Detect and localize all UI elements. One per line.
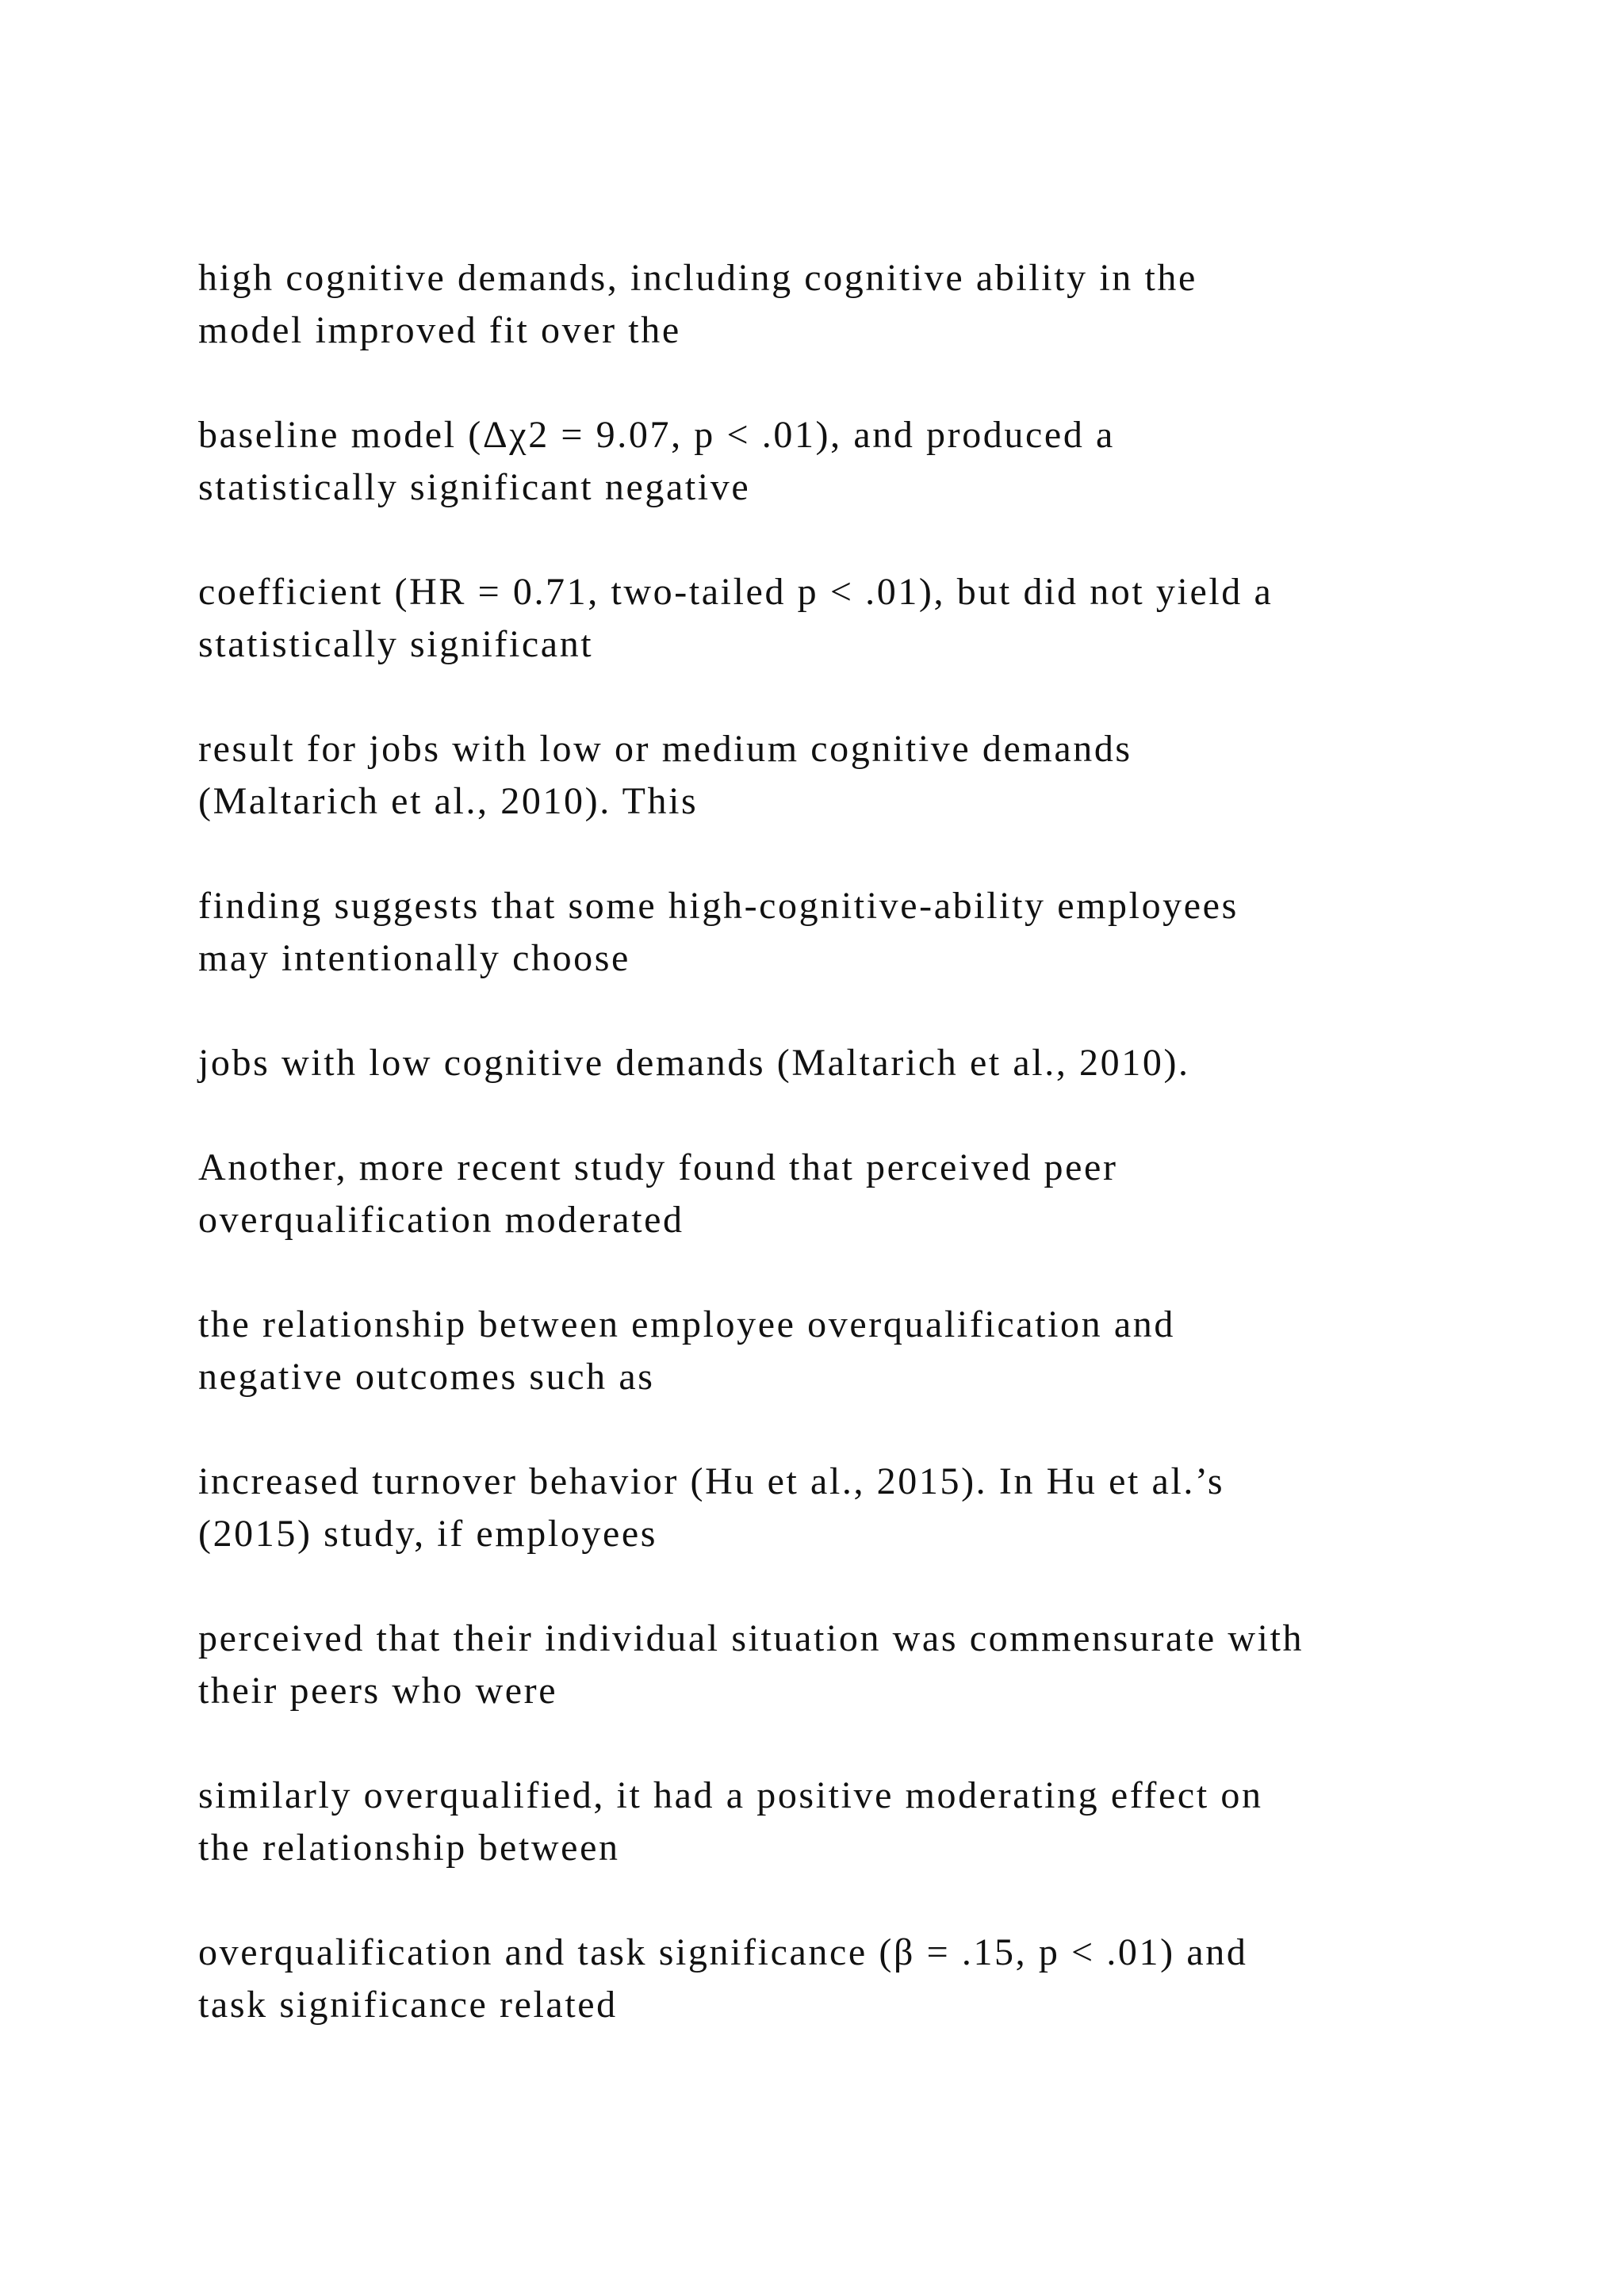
paragraph <box>198 1299 1499 1403</box>
text-line: jobs with low cognitive demands (Maltarich et al., 2010). <box>198 1042 1190 1084</box>
paragraph <box>198 409 1499 514</box>
text-line: their peers who were <box>198 1670 558 1712</box>
text-line: task significance related <box>198 1984 618 2026</box>
text-line: statistically significant negative <box>198 466 751 508</box>
text-line: result for jobs with low or medium cognitive demands <box>198 728 1132 770</box>
text-line: may intentionally choose <box>198 937 630 979</box>
paragraph <box>198 252 1499 357</box>
paragraph <box>198 566 1499 671</box>
body-text <box>198 252 1499 2084</box>
text-line: overqualification and task significance (β = .15, p < .01) and <box>198 1931 1248 1973</box>
paragraph <box>198 1456 1499 1560</box>
text-line: the relationship between <box>198 1827 620 1869</box>
text-line: coefficient (HR = 0.71, two-tailed p < .01), but did not yield a <box>198 571 1274 613</box>
text-line: baseline model (Δχ2 = 9.07, p < .01), and produced a <box>198 414 1115 456</box>
text-line: overqualification moderated <box>198 1199 684 1241</box>
text-line: similarly overqualified, it had a positive moderating effect on <box>198 1774 1263 1816</box>
text-line: increased turnover behavior (Hu et al., 2015). In Hu et al.’s <box>198 1460 1225 1502</box>
paragraph <box>198 1613 1499 1717</box>
paragraph <box>198 1142 1499 1246</box>
paragraph <box>198 1770 1499 1874</box>
paragraph <box>198 1037 1499 1089</box>
text-line: negative outcomes such as <box>198 1356 655 1398</box>
text-line: perceived that their individual situation was commensurate with <box>198 1617 1304 1659</box>
text-line: Another, more recent study found that perceived peer <box>198 1146 1118 1188</box>
text-line: high cognitive demands, including cognitive ability in the <box>198 257 1197 299</box>
text-line: the relationship between employee overqualification and <box>198 1303 1175 1345</box>
text-line: finding suggests that some high-cognitive-ability employees <box>198 885 1239 927</box>
text-line: statistically significant <box>198 623 594 665</box>
text-line: (2015) study, if employees <box>198 1513 658 1555</box>
paragraph <box>198 1927 1499 2031</box>
text-line: (Maltarich et al., 2010). This <box>198 780 699 822</box>
text-line: model improved fit over the <box>198 309 681 351</box>
paragraph <box>198 880 1499 985</box>
paragraph <box>198 723 1499 828</box>
